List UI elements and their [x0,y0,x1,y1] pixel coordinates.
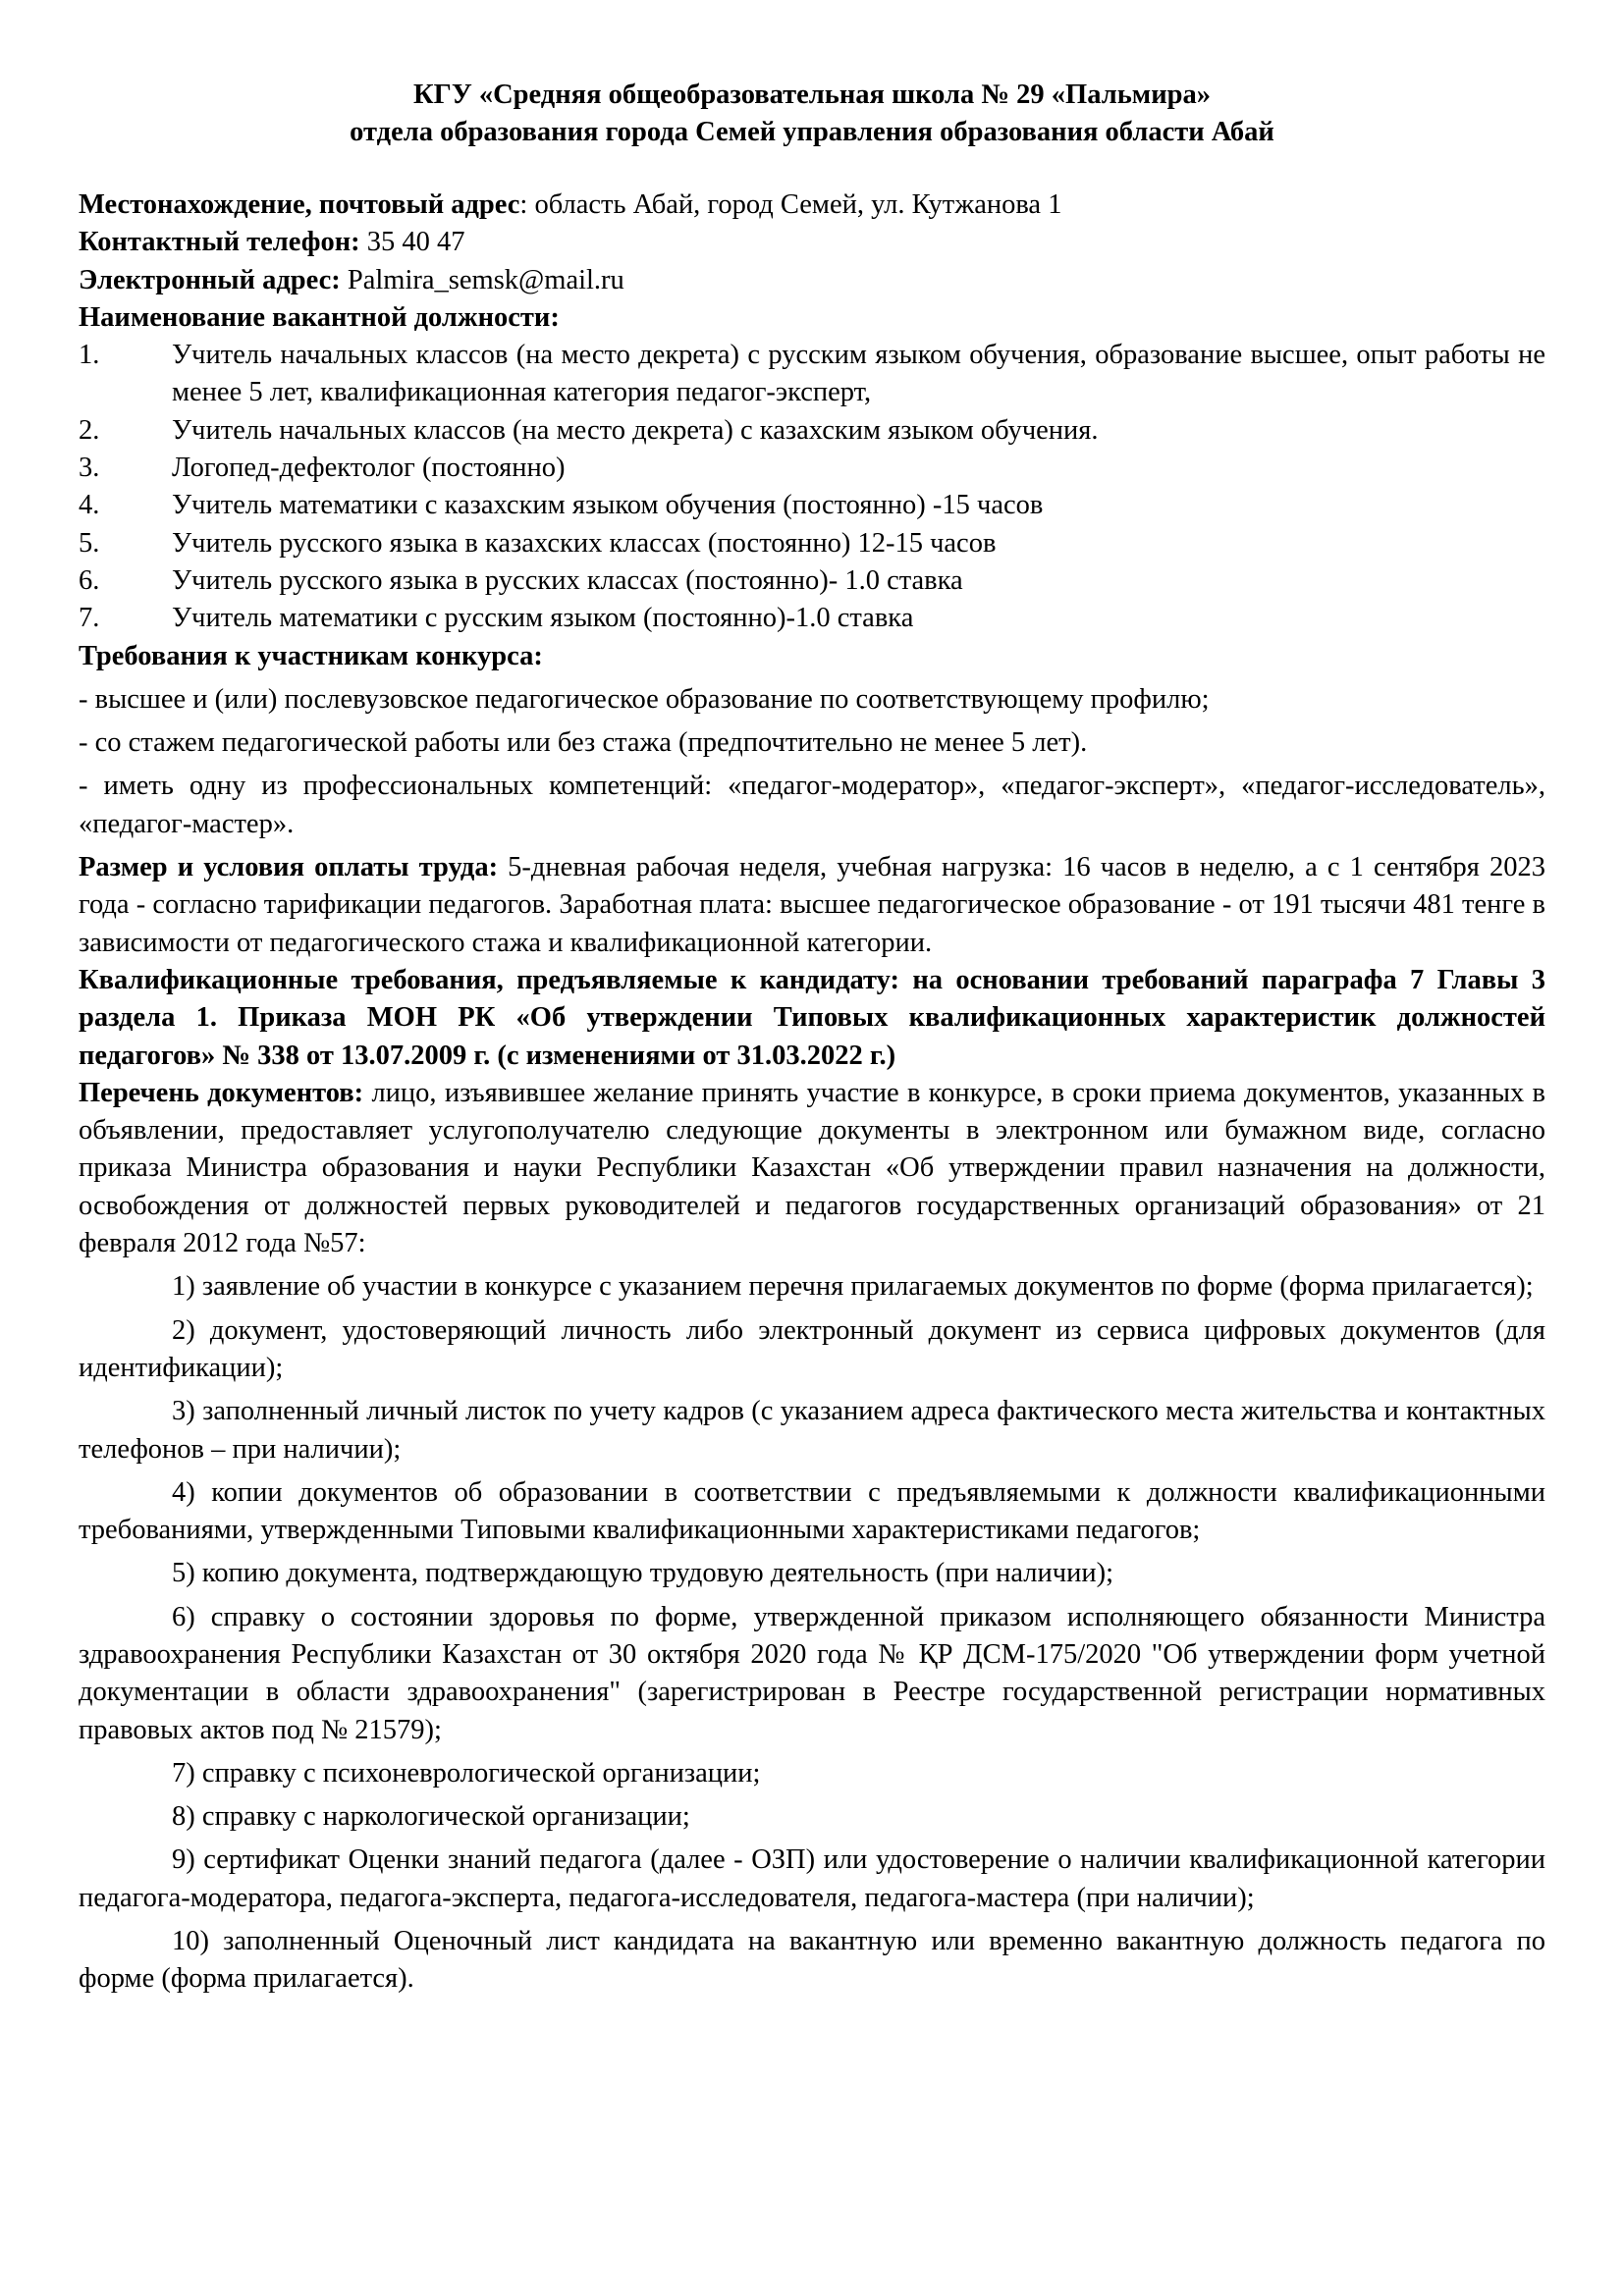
pay-paragraph [79,849,1545,962]
pay-text: 5-дневная рабочая неделя, учебная нагрузка: 16 часов в неделю, а с 1 сентября 2023 года - согласно тарификации педагогов. Заработная плата: высшее педагогическое образование - от 191 тысячи 481 тенге в зависимости от педагогического стажа и квалификационной категории. [79,852,1545,958]
vacancy-number: 3. [79,453,100,484]
vacancy-item [79,600,1545,637]
vacancy-text: Учитель русского языка в казахских классах (постоянно) 12-15 часов [172,527,997,559]
document-item: 8) справку с наркологической организации; [172,1801,690,1833]
vacancies-list [79,337,1545,637]
vacancy-number: 5. [79,527,100,559]
pay-label: Размер и условия оплаты труда: [79,852,499,883]
vacancy-item [79,337,1545,412]
document-body [79,187,1545,1999]
requirement-item: - со стажем педагогической работы или без стажа (предпочтительно не менее 5 лет). [79,727,1088,759]
location-line [79,187,1545,224]
email-value: Palmira_semsk@mail.ru [340,264,624,295]
phone-line [79,224,1545,261]
vacancy-item [79,562,1545,600]
location-label: Местонахождение, почтовый адрес [79,189,520,220]
vacancy-text: Логопед-дефектолог (постоянно) [172,453,566,484]
vacancy-text: Учитель математики с казахским языком обучения (постоянно) -15 часов [172,490,1044,521]
requirements-section [79,638,1545,843]
requirement-item: - высшее и (или) послевузовское педагогическое образование по соответствующему профилю; [79,683,1210,715]
email-line [79,262,1545,299]
documents-intro-text: лицо, изъявившее желание принять участие в конкурсе, в сроки приема документов, указанных в объявлении, предоставляет услугополучателю следующие документы в электронном или бумажном виде, согласно приказа Министра образования и науки Республики Казахстан «Об утверждении правил назначения на должности, освобождения от должностей первых руководителей и педагогов государственных организаций образования» от 21 февраля 2012 года №57: [79,1077,1545,1259]
vacancy-text: Учитель русского языка в русских классах (постоянно)- 1.0 ставка [172,564,963,596]
vacancy-number: 1. [79,340,100,371]
document-item: 6) справку о состоянии здоровья по форме, утвержденной приказом исполняющего обязанности Министра здравоохранения Республики Казахстан от 30 октября 2020 года № ҚР ДСМ-175/2020 "Об утверждении форм учетной документации в области здравоохранения" (зарегистрирован в Реестре государственной регистрации нормативных правовых актов под № 21579); [79,1601,1545,1745]
header-line-2: отдела образования города Семей управления образования области Абай [350,117,1274,147]
vacancy-item [79,525,1545,562]
email-label: Электронный адрес: [79,264,341,295]
document-item: 1) заявление об участии в конкурсе с указанием перечня прилагаемых документов по форме (форма прилагается); [172,1271,1534,1303]
vacancy-number: 4. [79,490,100,521]
vacancy-item [79,412,1545,450]
qualifications-paragraph: Квалификационные требования, предъявляемые к кандидату: на основании требований параграфа 7 Главы 3 раздела 1. Приказа МОН РК «Об утверждении Типовых квалификационных характеристик должностей педагогов» № 338 от 13.07.2009 г. (с изменениями от 31.03.2022 г.) [79,964,1545,1071]
requirement-item: - иметь одну из профессиональных компетенций: «педагог-модератор», «педагог-эксперт», «педагог-исследователь», «педагог-мастер». [79,771,1545,839]
document-item: 3) заполненный личный листок по учету кадров (с указанием адреса фактического места жительства и контактных телефонов – при наличии); [79,1396,1545,1465]
document-item: 10) заполненный Оценочный лист кандидата на вакантную или временно вакантную должность педагога по форме (форма прилагается). [79,1926,1545,1995]
document-header [79,77,1545,151]
document-item: 4) копии документов об образовании в соответствии с предъявляемыми к должности квалификационными требованиями, утвержденными Типовыми квалификационными характеристиками педагогов; [79,1476,1545,1546]
document-item: 9) сертификат Оценки знаний педагога (далее - ОЗП) или удостоверение о наличии квалификационной категории педагога-модератора, педагога-эксперта, педагога-исследователя, педагога-мастера (при наличии); [79,1844,1545,1913]
document-item: 5) копию документа, подтверждающую трудовую деятельность (при наличии); [172,1558,1114,1589]
vacancy-text: Учитель математики с русским языком (постоянно)-1.0 ставка [172,603,914,634]
documents-intro [79,1075,1545,1262]
vacancy-text: Учитель начальных классов (на место декрета) с русским языком обучения, образование высшее, опыт работы не менее 5 лет, квалификационная категория педагог-эксперт, [172,340,1545,408]
vacancies-heading: Наименование вакантной должности: [79,301,560,333]
document-item: 2) документ, удостоверяющий личность либо электронный документ из сервиса цифровых документов (для идентификации); [79,1314,1545,1383]
vacancy-text: Учитель начальных классов (на место декрета) с казахским языком обучения. [172,414,1099,446]
document-item: 7) справку с психоневрологической организации; [172,1757,761,1789]
vacancy-number: 2. [79,414,100,446]
vacancy-number: 7. [79,603,100,634]
vacancy-item [79,487,1545,524]
vacancy-item [79,450,1545,487]
phone-value: 35 40 47 [359,227,465,258]
documents-list [79,1268,1545,1998]
documents-label: Перечень документов: [79,1077,364,1108]
requirements-heading: Требования к участникам конкурса: [79,640,543,671]
location-value: : область Абай, город Семей, ул. Кутжанова 1 [519,189,1062,220]
phone-label: Контактный телефон: [79,227,360,258]
header-line-1: КГУ «Средняя общеобразовательная школа № 29 «Пальмира» [413,80,1211,110]
vacancy-number: 6. [79,564,100,596]
